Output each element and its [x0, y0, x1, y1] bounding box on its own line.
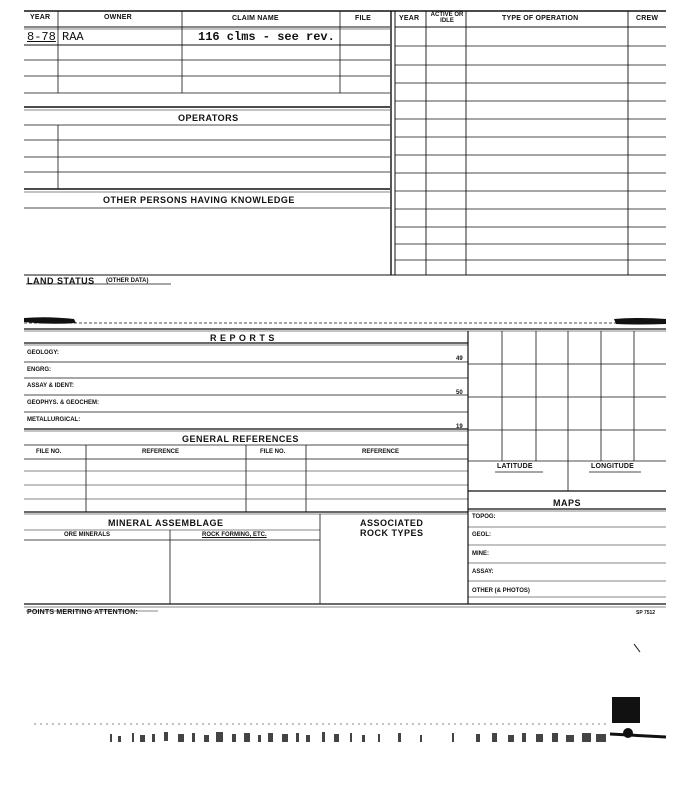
land-status-label: LAND STATUS — [27, 276, 95, 286]
ink-smudge — [612, 697, 640, 723]
maps-other: OTHER (& PHOTOS) — [472, 588, 530, 594]
header-year-2: YEAR — [399, 15, 420, 22]
operators-heading: OPERATORS — [178, 113, 239, 123]
header-crew: CREW — [636, 15, 659, 22]
header-year: YEAR — [30, 14, 51, 21]
entry-year: 8-78 — [27, 30, 56, 44]
gr-header-reference-2: REFERENCE — [362, 449, 400, 455]
header-file: FILE — [355, 15, 371, 22]
maps-mine: MINE: — [472, 551, 489, 557]
header-type-of-operation: TYPE OF OPERATION — [502, 15, 579, 22]
rock-types-label: ROCK TYPES — [360, 528, 424, 538]
report-row-label: ENGRG: — [27, 367, 51, 373]
gr-header-file-no: FILE NO. — [36, 449, 62, 455]
header-active-or-idle: ACTIVE OR IDLE — [430, 12, 464, 24]
general-references-title: GENERAL REFERENCES — [182, 434, 299, 444]
gr-header-reference: REFERENCE — [142, 449, 180, 455]
entry-owner: RAA — [62, 30, 84, 44]
land-status-sub: (OTHER DATA) — [106, 278, 149, 284]
entry-claim-name: 116 clms - see rev. — [198, 30, 335, 44]
associated-label: ASSOCIATED — [360, 518, 424, 528]
reports-title: R E P O R T S — [210, 333, 275, 343]
report-row-label: METALLURGICAL: — [27, 417, 81, 423]
maps-title: MAPS — [553, 498, 582, 508]
torn-bar-right — [614, 318, 666, 325]
longitude-label: LONGITUDE — [591, 463, 635, 470]
form-number: SP 7512 — [636, 610, 656, 616]
other-persons-heading: OTHER PERSONS HAVING KNOWLEDGE — [103, 195, 295, 205]
gr-header-file-no-2: FILE NO. — [260, 449, 286, 455]
report-row-label: GEOPHYS. & GEOCHEM: — [27, 400, 100, 406]
mineral-assemblage-title: MINERAL ASSEMBLAGE — [108, 518, 224, 528]
ore-minerals-label: ORE MINERALS — [64, 532, 111, 538]
report-row-label: GEOLOGY: — [27, 350, 59, 356]
header-claim-name: CLAIM NAME — [232, 15, 279, 22]
report-row-number: 50 — [456, 390, 463, 396]
points-meriting-attention: POINTS MERITING ATTENTION: — [27, 609, 138, 616]
maps-assay: ASSAY: — [472, 569, 494, 575]
report-row-label: ASSAY & IDENT: — [27, 383, 75, 389]
latitude-label: LATITUDE — [497, 463, 533, 470]
report-row-number: 49 — [456, 356, 463, 362]
header-owner: OWNER — [104, 14, 132, 21]
report-row-number: 19 — [456, 424, 463, 430]
rock-forming-label: ROCK FORMING, ETC. — [202, 532, 267, 538]
maps-topog: TOPOG: — [472, 514, 496, 520]
maps-geol: GEOL: — [472, 532, 491, 538]
